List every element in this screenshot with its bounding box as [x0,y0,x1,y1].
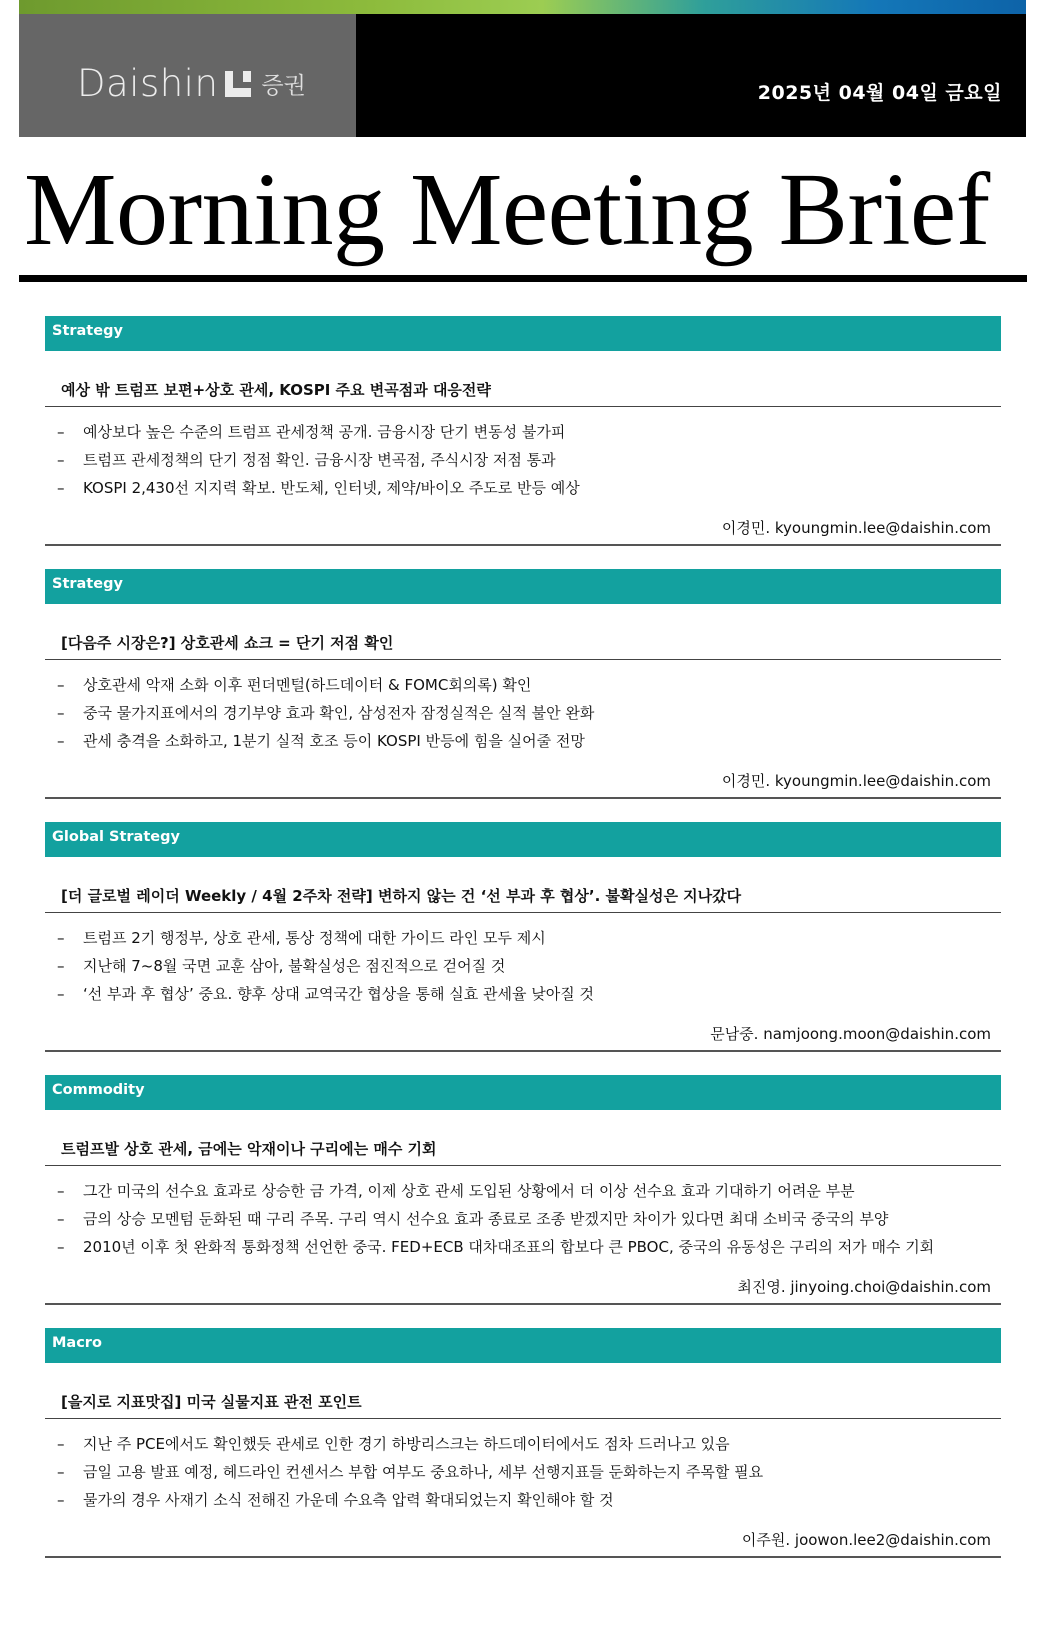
bullet-item [45,1177,1001,1205]
bullet-text: 물가의 경우 사재기 소식 전해진 가운데 수요측 압력 확대되었는지 확인해야 할 것 [83,1491,614,1509]
dash-icon: – [57,1182,65,1200]
bullet-item [45,474,1001,502]
dash-icon: – [57,1491,65,1509]
headline-divider [45,659,1001,660]
header-logo-panel [19,14,356,137]
section-category-bar: Strategy [45,316,1001,351]
bullet-text: 지난해 7~8월 국면 교훈 삼아, 불확실성은 점진적으로 걷어질 것 [83,957,506,975]
bullet-text: KOSPI 2,430선 지지력 확보. 반도체, 인터넷, 제약/바이오 주도로 반등 예상 [83,479,580,497]
bullet-text: 관세 충격을 소화하고, 1분기 실적 호조 등이 KOSPI 반등에 힘을 실어줄 전망 [83,732,585,750]
bullet-item [45,727,1001,755]
report-section [45,316,1001,546]
section-category-bar: Commodity [45,1075,1001,1110]
bullet-item [45,1486,1001,1514]
section-category-bar: Macro [45,1328,1001,1363]
bullet-text: 금일 고용 발표 예정, 헤드라인 컨센서스 부합 여부도 중요하나, 세부 선행지표들 둔화하는지 주목할 필요 [83,1463,764,1481]
section-headline: 예상 밖 트럼프 보편+상호 관세, KOSPI 주요 변곡점과 대응전략 [61,381,491,399]
bullet-item [45,1430,1001,1458]
dash-icon: – [57,1238,65,1256]
section-author: 이경민. kyoungmin.lee@daishin.com [721,772,991,790]
dash-icon: – [57,676,65,694]
bullet-text: 중국 물가지표에서의 경기부양 효과 확인, 삼성전자 잠정실적은 실적 불안 완화 [83,704,595,722]
page-title: Morning Meeting Brief [24,152,990,267]
dash-icon: – [57,985,65,1003]
header [19,0,1026,137]
bullet-text: 지난 주 PCE에서도 확인했듯 관세로 인한 경기 하방리스크는 하드데이터에서도 점차 드러나고 있음 [83,1435,730,1453]
section-divider [45,1050,1001,1052]
bullet-item [45,1458,1001,1486]
section-author: 이주원. joowon.lee2@daishin.com [741,1531,991,1549]
section-divider [45,797,1001,799]
bullet-item [45,446,1001,474]
section-divider [45,1556,1001,1558]
brand-mark-icon [225,71,251,97]
bullet-text: 트럼프 관세정책의 단기 정점 확인. 금융시장 변곡점, 주식시장 저점 통과 [83,451,556,469]
header-date-panel [356,14,1026,137]
section-category-bar: Strategy [45,569,1001,604]
bullet-item [45,418,1001,446]
headline-divider [45,406,1001,407]
headline-divider [45,1418,1001,1419]
title-divider [19,275,1027,282]
dash-icon: – [57,929,65,947]
bullet-item [45,699,1001,727]
section-divider [45,544,1001,546]
bullet-text: 상호관세 악재 소화 이후 펀더멘털(하드데이터 & FOMC회의록) 확인 [83,676,532,694]
section-bullets [45,1430,1001,1514]
section-headline: 트럼프발 상호 관세, 금에는 악재이나 구리에는 매수 기회 [61,1140,437,1158]
bullet-item [45,1205,1001,1233]
header-gradient-bar [19,0,1026,14]
dash-icon: – [57,451,65,469]
section-author: 이경민. kyoungmin.lee@daishin.com [721,519,991,537]
bullet-item [45,952,1001,980]
report-section [45,1328,1001,1558]
section-headline: [다음주 시장은?] 상호관세 쇼크 = 단기 저점 확인 [61,634,394,652]
bullet-item [45,671,1001,699]
bullet-text: ‘선 부과 후 협상’ 중요. 향후 상대 교역국간 협상을 통해 실효 관세율 낮아질 것 [83,985,594,1003]
section-headline: [을지로 지표맛집] 미국 실물지표 관전 포인트 [61,1393,362,1411]
bullet-item [45,980,1001,1008]
bullet-item [45,924,1001,952]
report-date: 2025년 04월 04일 금요일 [757,82,1002,104]
section-bullets [45,1177,1001,1261]
section-bullets [45,924,1001,1008]
section-bullets [45,418,1001,502]
bullet-text: 2010년 이후 첫 완화적 통화정책 선언한 중국. FED+ECB 대차대조표의 합보다 큰 PBOC, 중국의 유동성은 구리의 저가 매수 기회 [83,1238,935,1256]
bullet-text: 금의 상승 모멘텀 둔화된 때 구리 주목. 구리 역시 선수요 효과 종료로 조종 받겠지만 차이가 있다면 최대 소비국 중국의 부양 [83,1210,889,1228]
dash-icon: – [57,704,65,722]
section-author: 문남중. namjoong.moon@daishin.com [710,1025,991,1043]
brand-logo [77,62,306,105]
bullet-text: 예상보다 높은 수준의 트럼프 관세정책 공개. 금융시장 단기 변동성 불가피 [83,423,566,441]
bullet-item [45,1233,1001,1261]
report-section [45,569,1001,799]
dash-icon: – [57,479,65,497]
bullet-text: 그간 미국의 선수요 효과로 상승한 금 가격, 이제 상호 관세 도입된 상황에서 더 이상 선수요 효과 기대하기 어려운 부분 [83,1182,855,1200]
dash-icon: – [57,732,65,750]
brand-name: Daishin [77,62,219,105]
report-section [45,1075,1001,1305]
section-bullets [45,671,1001,755]
dash-icon: – [57,1435,65,1453]
report-section [45,822,1001,1052]
dash-icon: – [57,423,65,441]
bullet-text: 트럼프 2기 행정부, 상호 관세, 통상 정책에 대한 가이드 라인 모두 제시 [83,929,546,947]
brand-sub: 증권 [261,73,306,99]
headline-divider [45,912,1001,913]
section-headline: [더 글로벌 레이더 Weekly / 4월 2주차 전략] 변하지 않는 건 ‘선 부과 후 협상’. 불확실성은 지나갔다 [61,887,742,905]
section-category-bar: Global Strategy [45,822,1001,857]
section-divider [45,1303,1001,1305]
headline-divider [45,1165,1001,1166]
section-author: 최진영. jinyoing.choi@daishin.com [737,1278,991,1296]
dash-icon: – [57,1463,65,1481]
dash-icon: – [57,1210,65,1228]
dash-icon: – [57,957,65,975]
